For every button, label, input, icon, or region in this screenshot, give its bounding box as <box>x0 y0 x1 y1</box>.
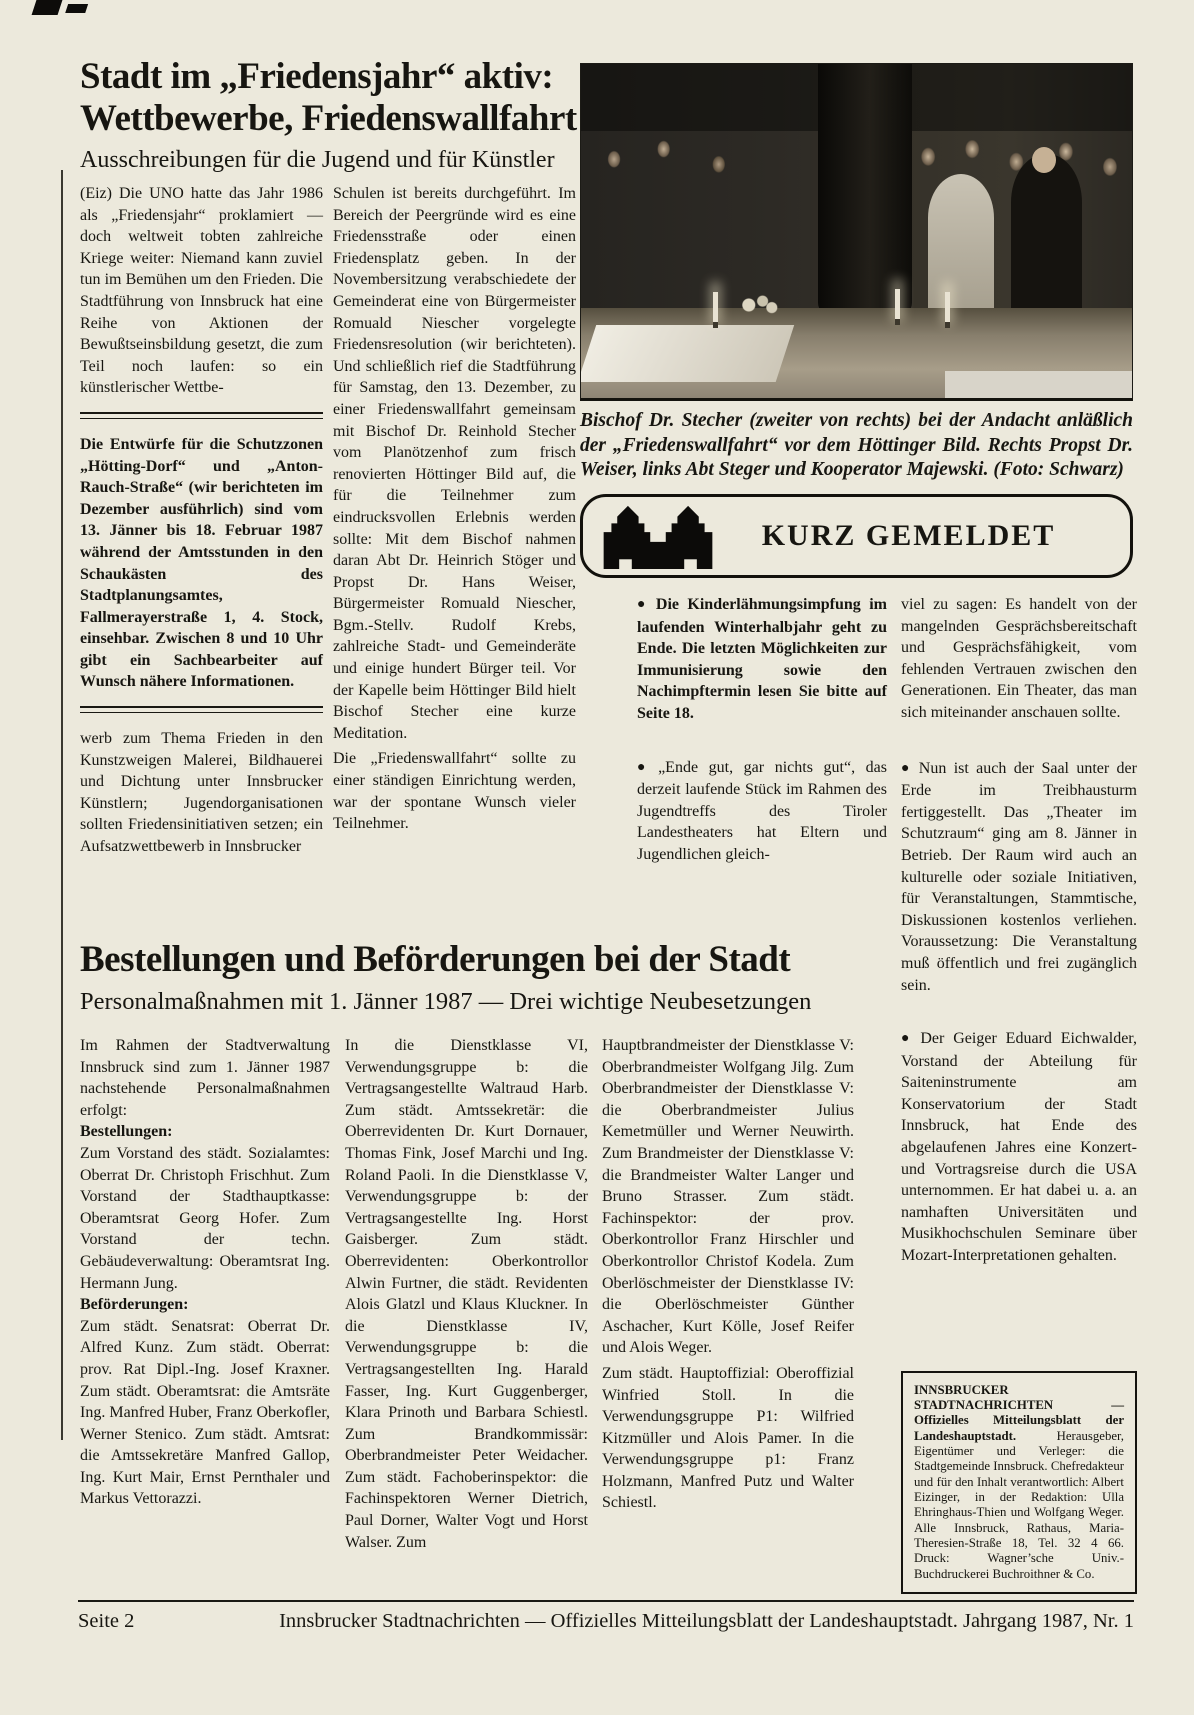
bullet-icon: ● <box>637 759 653 775</box>
article2-paragraph: Hauptbrandmeister der Dienstklasse V: Oberbrandmeister Wolfgang Jilg. Zum Oberbrandmeister der Dienstklasse V: die Oberbrandmeister Julius Kemetmüller und Werner Neuwirth. Zum Brandmeister der Dienstklasse V: die Brandmeister Walter Langer und Bruno Strasser. Zum städt. Fachinspektor: der prov. Oberkontrollor Franz Hirschler und Oberkontrollor Christof Kodela. Zum Oberlöschmeister der Dienstklasse IV: die Oberlöschmeister Günther Aschacher, Kurt Kölle, Josef Reifer und Alois Weger. <box>602 1037 854 1357</box>
article2-paragraph: Zum städt. Senatsrat: Oberrat Dr. Alfred Kunz. Zum städt. Oberrat: prov. Rat Dipl.-Ing. Josef Kraxner. Zum städt. Oberamtsrat: die Amtsräte Ing. Manfred Huber, Franz Oberkofler, Werner Stenico. Zum städt. Amtsrat: die Amtssekretäre Manfred Gallop, Ing. Kurt Mair, Ernst Pernthaler und Markus Vettorazzi. <box>80 1317 330 1508</box>
article2-column-2 <box>345 1035 588 1553</box>
article2-paragraph: In die Dienstklasse VI, Verwendungsgruppe b: die Vertragsangestellte Waltraud Harb. Zum städt. Amtssekretär: die Oberrevidenten Dr. Kurt Dornauer, Thomas Fink, Josef Marchi und Ing. Roland Paoli. In die Dienstklasse V, Verwendungsgruppe b: der Vertragsangestellte Ing. Horst Gaisberger. Zum städt. Oberrevidenten: Oberkontrollor Alwin Furtner, die städt. Revidenten Alois Glatzl und Klaus Kluckner. In die Dienstklasse IV, Verwendungsgruppe b: die Vertragsangestellten Ing. Harald Fasser, Ing. Kurt Guggenberger, Klara Prinoth und Barbara Schiestl. Zum Brandkommissär: Oberbrandmeister Peter Weidacher. Zum städt. Fachoberinspektor: die Fachinspektoren Werner Dietrich, Paul Dorner, Walter Vogt und Horst Walser. Zum <box>345 1037 588 1551</box>
photo-altar-cloth <box>580 325 794 382</box>
photo-light-strip <box>945 371 1132 398</box>
article1-column-2 <box>333 183 576 835</box>
article1-paragraph: Schulen ist bereits durchgeführt. Im Bereich der Peergründe wird es eine Friedensstraße oder einen Friedensplatz geben. In der Novembersitzung verabschiedete der Gemeinderat eine von Bürgermeister Romuald Niescher vorgelegte Friedensresolution (wir berichteten). Und schließlich rief die Stadtführung für Samstag, den 13. Dezember, zu einer Friedenswallfahrt gemeinsam mit Bischof Dr. Reinhold Stecher vom Planötzenhof zum frisch renovierten Höttinger Bild auf, die für die Teilnehmer zum eindrucksvollen Erlebnis werden sollte: Mit dem Bischof nahmen daran Abt Dr. Heinrich Stöger und Propst Dr. Hans Weiser, Bürgermeister Romuald Niescher, Bgm.-Stellv. Rudolf Krebs, zahlreiche Stadt- und Gemeinderäte und einige hundert Bürger teil. Vor der Kapelle beim Höttinger Bild hielt Bischof Stecher eine kurze Meditation. <box>333 185 576 742</box>
kurz-item-text: Der Geiger Eduard Eichwalder, Vorstand der Abteilung für Saiteninstrumente am Konservatorium der Stadt Innsbruck, hat Ende des abgelaufenen Jahres eine Konzert- und Vortragsreise durch die USA unternommen. Er hat dabei u. a. an namhaften Universitäten und Musikhochschulen Seminare über Mozart-Interpretationen gehalten. <box>901 1030 1137 1265</box>
imprint-title: INNSBRUCKER STADTNACHRICHTEN — Offizielles Mitteilungsblatt der Landeshauptstadt. <box>914 1382 1124 1443</box>
kurz-item <box>637 594 887 725</box>
article1-headline <box>80 56 585 140</box>
article2-column-1 <box>80 1035 330 1510</box>
footer-rule <box>78 1600 1134 1602</box>
article2-column-3 <box>602 1035 854 1514</box>
article1-column-1 <box>80 183 323 858</box>
photo-candle <box>945 292 950 328</box>
section-label: Bestellungen: <box>80 1123 173 1141</box>
photo-candle <box>895 289 900 325</box>
kurz-gemeldet-box <box>580 494 1133 578</box>
photo-tree-trunk <box>818 64 912 318</box>
double-rule <box>80 706 323 713</box>
article2-header <box>80 940 1090 1016</box>
kurz-item-continuation: viel zu sagen: Es handelt von der mangelnden Gesprächsbereitschaft und Gesprächsfähigkeit, vom fehlenden Vertrauen zwischen den Generationen. Ein Theater, das man sich miteinander anschauen sollte. <box>901 596 1137 721</box>
headline-line2: Wettbewerbe, Friedenswallfahrt <box>80 97 577 139</box>
kurz-item <box>637 757 887 866</box>
bullet-icon: ● <box>901 760 913 776</box>
article2-paragraph: Zum städt. Hauptoffizial: Oberoffizial Winfried Stoll. In die Verwendungsgruppe P1: Wilfried Kitzmüller und Alois Pamer. In die Verwendungsgruppe p1: Franz Holzmann, Manfred Putz und Walter Schiestl. <box>602 1364 854 1512</box>
photo-flowers <box>735 292 781 318</box>
imprint-box <box>901 1371 1137 1594</box>
left-margin-rule <box>61 170 63 1440</box>
photo-caption: Bischof Dr. Stecher (zweiter von rechts) bei der Andacht anläßlich der „Friedenswallfahrt“ vor dem Höttinger Bild. Rechts Propst Dr. Weiser, links Abt Steger und Kooperator Majewski. (Foto: Schwarz) <box>580 410 1133 481</box>
article1-header <box>80 56 585 173</box>
imprint-text: Herausgeber, Eigentümer und Verleger: die Stadtgemeinde Innsbruck. Chefredakteur und für den Inhalt verantwortlich: Albert Eizinger, in der Redaktion: Ulla Ehringhaus-Thien und Wolfgang Weger. Alle Innsbruck, Rathaus, Maria-Theresien-Straße 18, Tel. 32 4 66. Druck: Wagner’sche Univ.-Buchdruckerei Buchroithner & Co. <box>914 1428 1125 1581</box>
footer-masthead: Innsbrucker Stadtnachrichten — Offizielles Mitteilungsblatt der Landeshauptstadt. Jahrgang 1987, Nr. 1 <box>279 1610 1134 1632</box>
article2-paragraph: Im Rahmen der Stadtverwaltung Innsbruck sind zum 1. Jänner 1987 nachstehende Personalmaßnahmen erfolgt: <box>80 1037 330 1119</box>
bullet-icon: ● <box>637 597 650 612</box>
photo-candle <box>713 292 718 328</box>
kurz-item <box>901 1028 1137 1267</box>
article2-headline: Bestellungen und Beförderungen bei der Stadt <box>80 939 791 980</box>
bullet-icon: ● <box>901 1031 915 1047</box>
kurz-gemeldet-column-2 <box>901 594 1137 1594</box>
kurz-gemeldet-title: KURZ GEMELDET <box>761 519 1056 552</box>
headline-line1: Stadt im „Friedensjahr“ aktiv: <box>80 56 554 97</box>
article2-paragraph: Zum Vorstand des städt. Sozialamtes: Oberrat Dr. Christoph Frischhut. Zum Vorstand der Stadthauptkasse: Oberamtsrat Georg Hofer. Zum Vorstand der techn. Gebäudeverwaltung: Oberamtsrat Ing. Hermann Jung. <box>80 1144 330 1292</box>
kurz-gemeldet-column-1 <box>637 594 887 866</box>
double-rule <box>80 412 323 419</box>
photo-bishop-figure <box>928 174 994 321</box>
article1-photo <box>580 63 1133 401</box>
page-footer <box>78 1610 1134 1633</box>
exhibition-notice: Die Entwürfe für die Schutzzonen „Hötting-Dorf“ und „Anton-Rauch-Straße“ (wir berichteten im Dezember ausführlich) sind vom 13. Jänner bis 18. Februar 1987 während der Amtsstunden in den Schaukästen des Stadtplanungsamtes, Fallmerayerstraße 1, 4. Stock, einsehbar. Zwischen 8 und 10 Uhr gibt ein Sachbearbeiter auf Wunsch nähere Informationen. <box>80 435 323 691</box>
article1-subtitle: Ausschreibungen für die Jugend und für Künstler <box>80 146 555 173</box>
article1-paragraph: Die „Friedenswallfahrt“ sollte zu einer ständigen Einrichtung werden, war der spontane Wunsch vieler Teilnehmer. <box>333 750 576 833</box>
article1-paragraph: werb zum Thema Frieden in den Kunstzweigen Malerei, Bildhauerei und Dichtung unter Innsbrucker Künstlern; Jugendorganisationen sollten Friedensinitiativen setzen; ein Aufsatzwettbewerb in Innsbrucker <box>80 730 323 856</box>
article2-subtitle: Personalmaßnahmen mit 1. Jänner 1987 — Drei wichtige Neubesetzungen <box>80 987 812 1015</box>
print-corner-mark <box>32 0 63 15</box>
city-towers-icon <box>599 503 717 569</box>
page-number: Seite 2 <box>78 1610 135 1632</box>
section-label: Beförderungen: <box>80 1296 189 1314</box>
kurz-item-text: „Ende gut, gar nichts gut“, das derzeit laufende Stück im Rahmen des Jugendtreffs des Tiroler Landestheaters hat Eltern und Jugendlichen gleich- <box>637 758 887 863</box>
article1-paragraph: (Eiz) Die UNO hatte das Jahr 1986 als „Friedensjahr“ proklamiert — doch weltweit tobten zahlreiche Kriege weiter: Niemand kann zuviel tun im Bemühen um den Frieden. Die Stadtführung von Innsbruck hat eine Reihe von Aktionen der Bewußtseinsbildung gesetzt, die zum Teil noch laufen: so ein künstlerischer Wettbe- <box>80 185 323 397</box>
kurz-item-text: Die Kinderlähmungsimpfung im laufenden Winterhalbjahr geht zu Ende. Die letzten Möglichkeiten zur Immunisierung sowie den Nachimpftermin lesen Sie bitte auf Seite 18. <box>637 596 887 722</box>
kurz-item-text: Nun ist auch der Saal unter der Erde im Treibhausturm fertiggestellt. Das „Theater im Schutzraum“ ging am 8. Jänner in Betrieb. Der Raum wird auch an kulturelle oder soziale Initiativen, für Veranstaltungen, Stammtische, Diskussionen kostenlos verliehen. Voraussetzung: Die Veranstaltung muß öffentlich und frei zugänglich sein. <box>901 759 1137 994</box>
